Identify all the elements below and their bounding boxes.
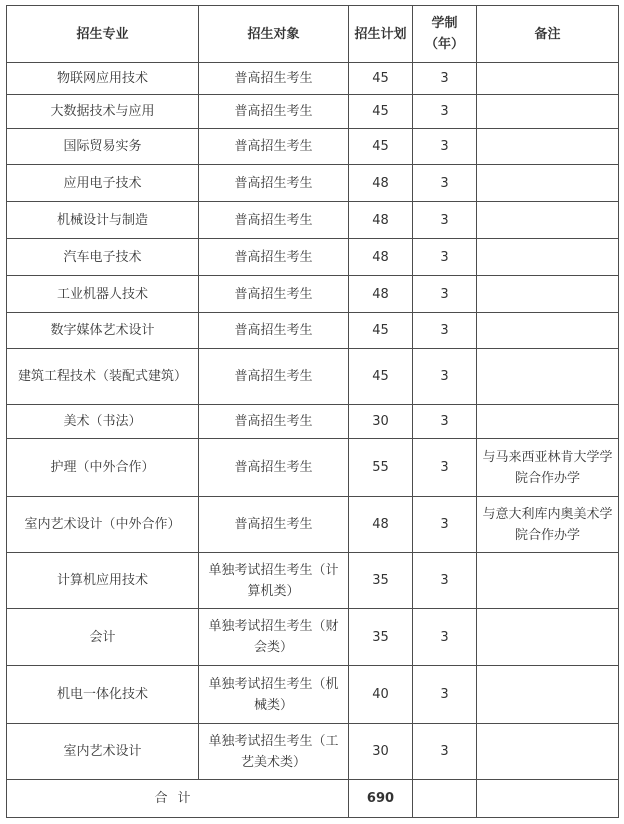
cell-notes [477,349,619,405]
cell-major: 建筑工程技术（装配式建筑） [7,349,199,405]
cell-years: 3 [413,313,477,349]
header-years: 学制（年） [413,6,477,63]
table-row [7,666,619,724]
table-row [7,202,619,239]
cell-notes: 与马来西亚林肯大学学院合作办学 [477,439,619,497]
cell-major: 机电一体化技术 [7,666,199,724]
cell-major: 国际贸易实务 [7,129,199,165]
table-body [7,63,619,780]
enrollment-plan-table-container [6,5,619,818]
cell-years: 3 [413,95,477,129]
table-row [7,497,619,553]
cell-years: 3 [413,63,477,95]
cell-notes [477,553,619,609]
cell-major: 数字媒体艺术设计 [7,313,199,349]
cell-major: 护理（中外合作） [7,439,199,497]
header-major: 招生专业 [7,6,199,63]
table-row [7,313,619,349]
table-row [7,239,619,276]
cell-years: 3 [413,609,477,666]
cell-plan: 45 [349,95,413,129]
cell-target: 普高招生考生 [199,405,349,439]
cell-plan: 30 [349,405,413,439]
cell-major: 物联网应用技术 [7,63,199,95]
cell-plan: 48 [349,165,413,202]
cell-years: 3 [413,202,477,239]
cell-plan: 40 [349,666,413,724]
cell-years: 3 [413,439,477,497]
enrollment-plan-table [6,5,619,818]
cell-target: 单独考试招生考生（工艺美术类） [199,724,349,780]
table-row [7,349,619,405]
cell-notes [477,165,619,202]
total-row [7,780,619,818]
header-target: 招生对象 [199,6,349,63]
cell-major: 大数据技术与应用 [7,95,199,129]
cell-target: 普高招生考生 [199,439,349,497]
cell-target: 普高招生考生 [199,349,349,405]
cell-notes [477,666,619,724]
cell-years: 3 [413,165,477,202]
cell-major: 室内艺术设计 [7,724,199,780]
cell-target: 普高招生考生 [199,129,349,165]
cell-years: 3 [413,724,477,780]
table-row [7,276,619,313]
total-label: 合计 [7,780,349,818]
table-row [7,609,619,666]
cell-major: 汽车电子技术 [7,239,199,276]
cell-major: 机械设计与制造 [7,202,199,239]
cell-target: 普高招生考生 [199,202,349,239]
cell-plan: 45 [349,129,413,165]
cell-target: 普高招生考生 [199,165,349,202]
table-row [7,405,619,439]
cell-plan: 48 [349,276,413,313]
table-row [7,724,619,780]
header-notes: 备注 [477,6,619,63]
cell-years: 3 [413,666,477,724]
total-notes-empty [477,780,619,818]
cell-years: 3 [413,349,477,405]
header-plan: 招生计划 [349,6,413,63]
cell-notes [477,202,619,239]
header-row [7,6,619,63]
cell-notes [477,405,619,439]
cell-target: 单独考试招生考生（财会类） [199,609,349,666]
cell-target: 普高招生考生 [199,497,349,553]
cell-major: 会计 [7,609,199,666]
cell-target: 普高招生考生 [199,63,349,95]
cell-years: 3 [413,405,477,439]
cell-plan: 48 [349,202,413,239]
total-value: 690 [349,780,413,818]
total-years-empty [413,780,477,818]
cell-plan: 48 [349,497,413,553]
cell-years: 3 [413,276,477,313]
cell-target: 单独考试招生考生（计算机类） [199,553,349,609]
cell-major: 室内艺术设计（中外合作） [7,497,199,553]
table-row [7,95,619,129]
cell-plan: 45 [349,349,413,405]
cell-plan: 45 [349,313,413,349]
cell-notes [477,129,619,165]
table-row [7,553,619,609]
cell-plan: 30 [349,724,413,780]
cell-notes [477,609,619,666]
cell-notes [477,313,619,349]
cell-major: 计算机应用技术 [7,553,199,609]
cell-major: 应用电子技术 [7,165,199,202]
cell-years: 3 [413,239,477,276]
table-row [7,129,619,165]
cell-notes [477,276,619,313]
cell-target: 单独考试招生考生（机械类） [199,666,349,724]
cell-plan: 55 [349,439,413,497]
cell-years: 3 [413,553,477,609]
cell-plan: 35 [349,553,413,609]
cell-plan: 45 [349,63,413,95]
cell-plan: 48 [349,239,413,276]
cell-major: 美术（书法） [7,405,199,439]
cell-notes [477,63,619,95]
cell-major: 工业机器人技术 [7,276,199,313]
table-row [7,165,619,202]
table-row [7,63,619,95]
cell-notes [477,724,619,780]
cell-notes [477,239,619,276]
cell-years: 3 [413,497,477,553]
cell-target: 普高招生考生 [199,313,349,349]
cell-target: 普高招生考生 [199,276,349,313]
cell-notes: 与意大利库内奥美术学院合作办学 [477,497,619,553]
cell-plan: 35 [349,609,413,666]
cell-years: 3 [413,129,477,165]
cell-target: 普高招生考生 [199,95,349,129]
cell-notes [477,95,619,129]
cell-target: 普高招生考生 [199,239,349,276]
table-row [7,439,619,497]
